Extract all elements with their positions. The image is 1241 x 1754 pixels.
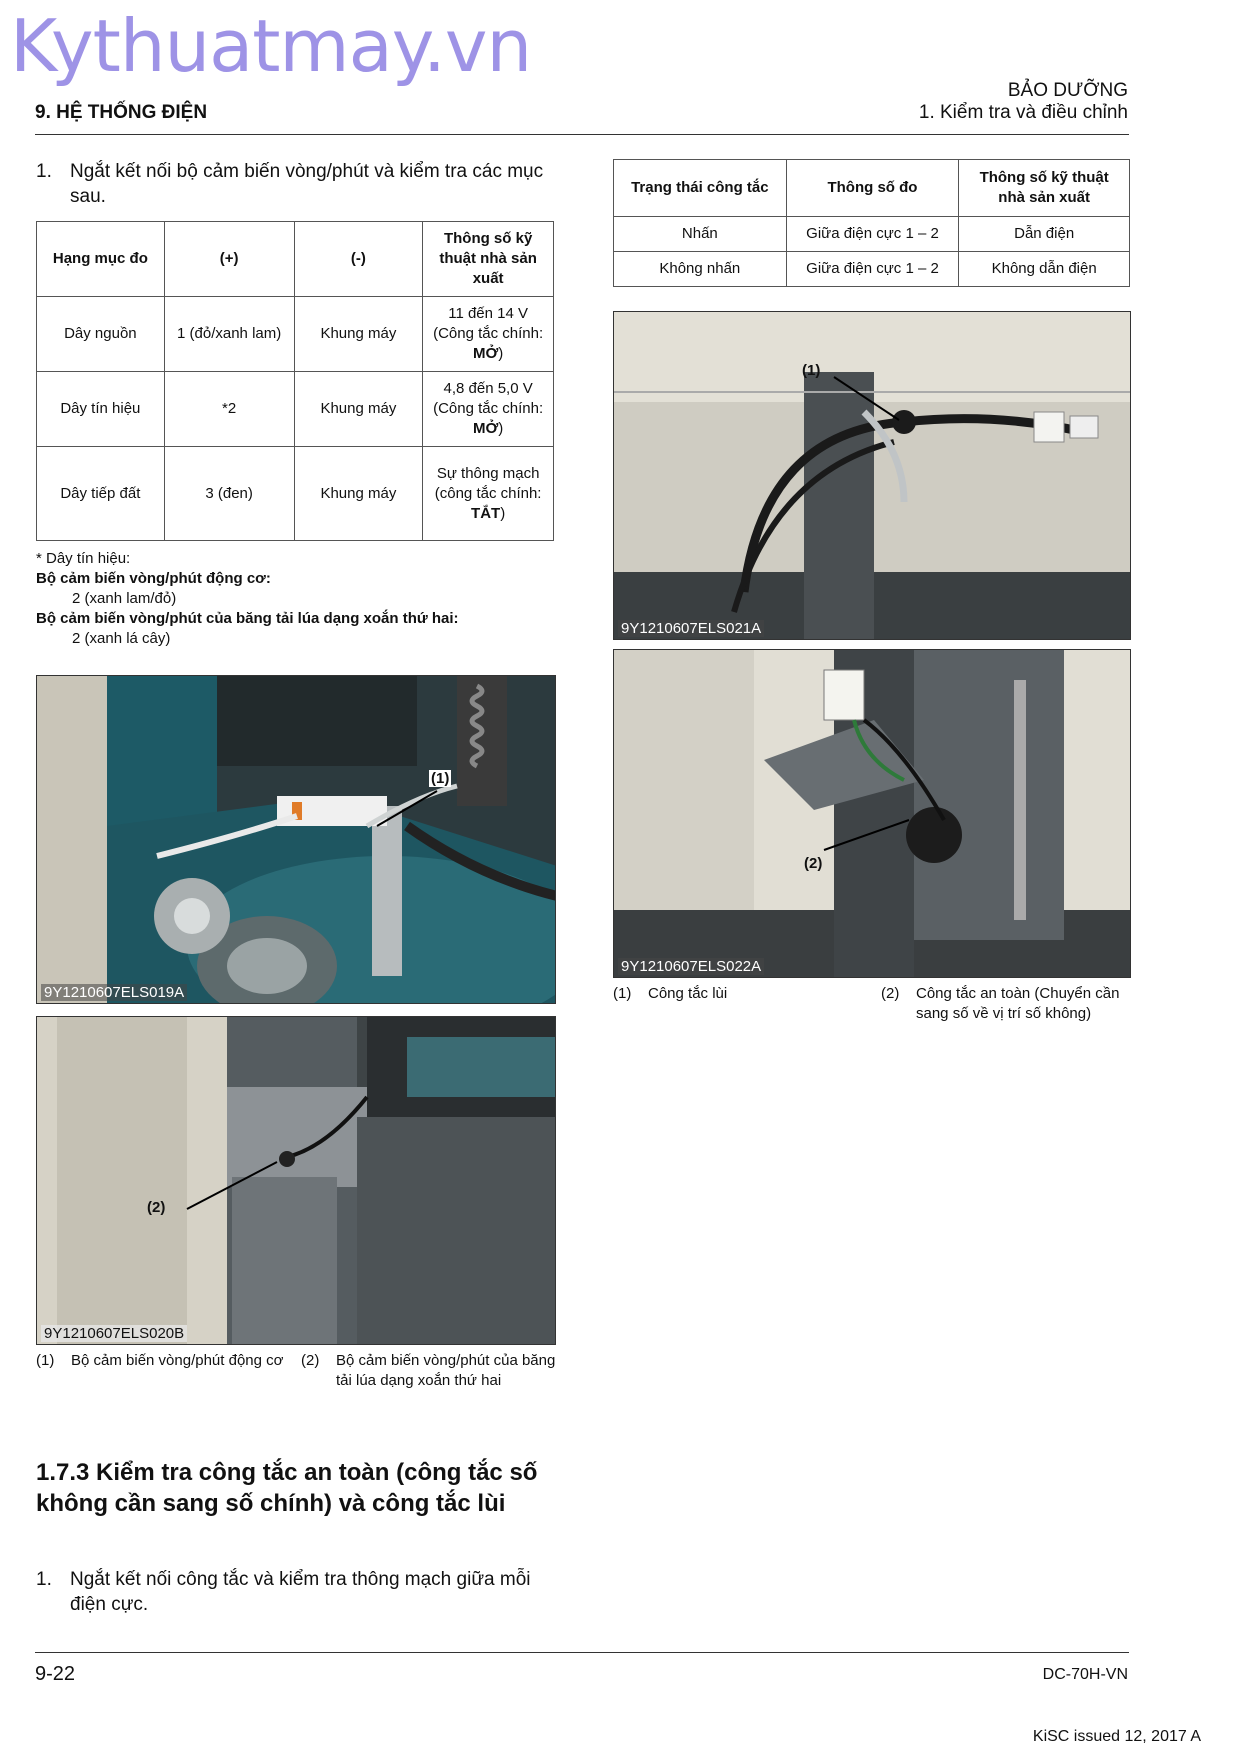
cell-spec: 4,8 đến 5,0 V (Công tắc chính: MỞ)	[423, 372, 554, 447]
cell-plus: 3 (đen)	[164, 447, 294, 541]
note-auger-sensor: Bộ cảm biến vòng/phút của băng tải lúa dạng xoắn thứ hai:	[36, 610, 459, 627]
header-rule	[35, 134, 1129, 135]
col-header-minus: (-)	[294, 222, 423, 297]
measurement-table	[36, 221, 554, 541]
col-header-spec: Thông số kỹ thuật nhà sản xuất	[959, 160, 1130, 217]
cell-plus: 1 (đỏ/xanh lam)	[164, 297, 294, 372]
step-number: 1.	[36, 1569, 52, 1590]
step-check-continuity	[36, 1567, 556, 1617]
footer-rule	[35, 1652, 1129, 1653]
cell-item: Dây nguồn	[37, 297, 165, 372]
subsection-header: 1. Kiểm tra và điều chỉnh	[918, 102, 1128, 123]
col-header-measure: Thông số đo	[786, 160, 959, 217]
note-title: * Dây tín hiệu:	[36, 550, 131, 567]
callout-2: (2)	[804, 855, 823, 872]
photo-safety-switch	[613, 649, 1131, 978]
cell-spec: 11 đến 14 V (Công tắc chính: MỞ)	[423, 297, 554, 372]
col-header-spec: Thông số kỹ thuật nhà sản xuất	[423, 222, 554, 297]
photo-code: 9Y1210607ELS021A	[618, 620, 764, 637]
section-header: BẢO DƯỠNG	[1007, 80, 1128, 101]
col-header-state: Trạng thái công tắc	[614, 160, 787, 217]
cell-spec: Sự thông mạch (công tắc chính: TẮT)	[423, 447, 554, 541]
table-row: Nhấn Giữa điện cực 1 – 2 Dẫn điện	[614, 217, 1130, 252]
page-number: 9-22	[35, 1663, 76, 1685]
step-text: Ngắt kết nối công tắc và kiểm tra thông mạch giữa mỗi điện cực.	[70, 1569, 531, 1615]
callout-1: (1)	[802, 362, 821, 379]
cell-item: Dây tiếp đất	[37, 447, 165, 541]
step-number: 1.	[36, 161, 52, 182]
photo-reverse-switch	[613, 311, 1131, 640]
document-code: DC-70H-VN	[1042, 1666, 1128, 1683]
step-disconnect-sensor	[36, 159, 556, 209]
table-row	[37, 372, 554, 447]
cell-item: Dây tín hiệu	[37, 372, 165, 447]
callout-2: (2)	[147, 1199, 166, 1216]
switch-table	[613, 159, 1130, 287]
photo-code: 9Y1210607ELS022A	[618, 958, 764, 975]
watermark-logo: Kythuatmay.vn	[10, 4, 532, 88]
photo-engine-rpm-sensor	[36, 675, 556, 1004]
note-engine-wire: 2 (xanh lam/đỏ)	[72, 590, 177, 607]
table-row: Không nhấn Giữa điện cực 1 – 2 Không dẫn điện	[614, 252, 1130, 287]
cell-minus: Khung máy	[294, 447, 423, 541]
caption-2: (2) Bộ cảm biến vòng/phút của băng tải lúa dạng xoắn thứ hai	[301, 1352, 556, 1389]
signal-wire-note	[36, 549, 459, 649]
table-row	[37, 297, 554, 372]
chapter-title: 9. HỆ THỐNG ĐIỆN	[35, 102, 208, 123]
caption-1: (1) Bộ cảm biến vòng/phút động cơ	[36, 1352, 284, 1369]
cell-plus: *2	[164, 372, 294, 447]
issue-info: KiSC issued 12, 2017 A	[1032, 1728, 1201, 1745]
col-header-item: Hạng mục đo	[37, 222, 165, 297]
caption-2: (2) Công tắc an toàn (Chuyển cần sang số về vị trí số không)	[881, 985, 1120, 1022]
photo-auger-rpm-sensor	[36, 1016, 556, 1345]
note-engine-sensor: Bộ cảm biến vòng/phút động cơ:	[36, 570, 271, 587]
cell-minus: Khung máy	[294, 372, 423, 447]
callout-1: (1)	[431, 770, 450, 787]
col-header-plus: (+)	[164, 222, 294, 297]
photo-code: 9Y1210607ELS019A	[41, 984, 187, 1001]
step-text: Ngắt kết nối bộ cảm biến vòng/phút và kiểm tra các mục sau.	[70, 161, 544, 207]
table-row	[37, 447, 554, 541]
photo-code: 9Y1210607ELS020B	[41, 1325, 187, 1342]
section-heading: 1.7.3 Kiểm tra công tắc an toàn (công tắc số không cần sang số chính) và công tắc lùi	[36, 1459, 538, 1517]
cell-minus: Khung máy	[294, 297, 423, 372]
caption-1: (1) Công tắc lùi	[613, 985, 728, 1002]
note-auger-wire: 2 (xanh lá cây)	[72, 630, 171, 647]
